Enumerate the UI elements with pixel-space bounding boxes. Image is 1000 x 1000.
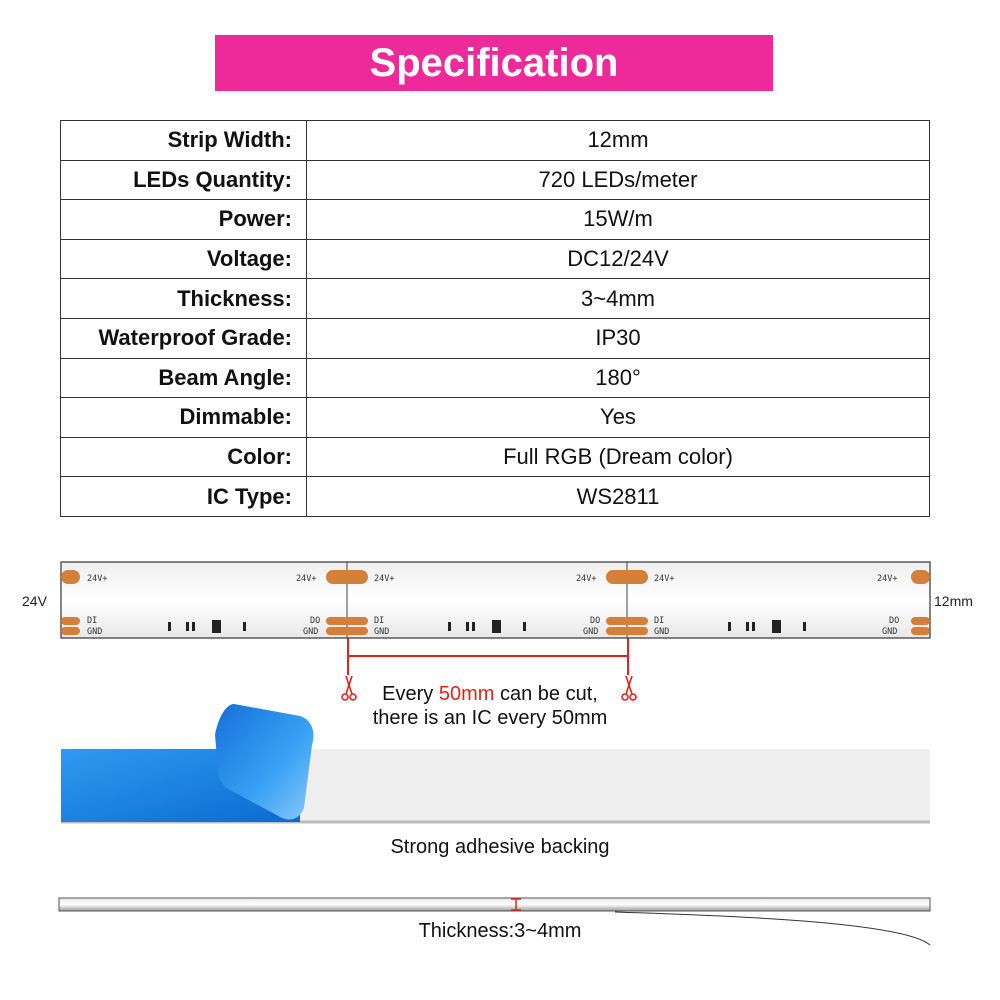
pad-label-power: 24V+ <box>576 574 597 584</box>
smd-component <box>168 622 171 631</box>
smd-component <box>466 622 469 631</box>
cut-note-highlight: 50mm <box>438 683 495 705</box>
spec-value: 720 LEDs/meter <box>307 160 930 200</box>
spec-label: Color: <box>61 437 307 477</box>
adhesive-caption: Strong adhesive backing <box>390 836 610 858</box>
spec-label: LEDs Quantity: <box>61 160 307 200</box>
pad-label-ground: GND <box>87 627 103 637</box>
pad-label-data-in: DI <box>374 616 385 626</box>
pad-label-ground: GND <box>374 627 390 637</box>
spec-label: Strip Width: <box>61 121 307 161</box>
smd-component <box>803 622 806 631</box>
pad-label-data-out: DO <box>310 616 321 626</box>
pad-label-power: 24V+ <box>654 574 675 584</box>
pad-label-ground: GND <box>583 627 599 637</box>
smd-component <box>492 620 501 633</box>
smd-component <box>728 622 731 631</box>
pad-label-power: 24V+ <box>296 574 317 584</box>
solder-pad <box>326 627 368 635</box>
spec-value: 15W/m <box>307 200 930 240</box>
strip-profile <box>59 898 930 911</box>
spec-value: 3~4mm <box>307 279 930 319</box>
spec-label: Thickness: <box>61 279 307 319</box>
pad-label-ground: GND <box>654 627 670 637</box>
smd-component <box>752 622 755 631</box>
smd-component <box>243 622 246 631</box>
cut-interval-marker <box>348 638 628 675</box>
spec-value: Yes <box>307 398 930 438</box>
pad-label-data-in: DI <box>654 616 665 626</box>
cut-note-suffix: can be cut, <box>494 683 598 705</box>
cut-note <box>340 682 640 730</box>
pad-label-data-out: DO <box>590 616 601 626</box>
solder-pad <box>606 627 648 635</box>
smd-component <box>772 620 781 633</box>
spec-label: IC Type: <box>61 477 307 517</box>
smd-component <box>448 622 451 631</box>
solder-pad <box>911 627 930 635</box>
spec-label: Voltage: <box>61 239 307 279</box>
spec-value: 12mm <box>307 121 930 161</box>
cut-note-line2: there is an IC every 50mm <box>372 707 608 729</box>
smd-component <box>472 622 475 631</box>
solder-pad <box>61 617 80 625</box>
solder-pad <box>326 570 368 584</box>
pad-label-ground: GND <box>882 627 898 637</box>
spec-value: DC12/24V <box>307 239 930 279</box>
pad-label-power: 24V+ <box>87 574 108 584</box>
smd-component <box>192 622 195 631</box>
spec-value: 180° <box>307 358 930 398</box>
solder-pad <box>911 570 930 584</box>
spec-value: IP30 <box>307 318 930 358</box>
solder-pad <box>911 617 930 625</box>
spec-value: WS2811 <box>307 477 930 517</box>
cut-note-prefix: Every <box>382 683 439 705</box>
spec-label: Waterproof Grade: <box>61 318 307 358</box>
pad-label-power: 24V+ <box>877 574 898 584</box>
solder-pad <box>61 570 80 584</box>
pad-label-ground: GND <box>303 627 319 637</box>
pad-label-data-out: DO <box>889 616 900 626</box>
pad-label-power: 24V+ <box>374 574 395 584</box>
solder-pad <box>326 617 368 625</box>
pad-label-data-in: DI <box>87 616 98 626</box>
callout-line <box>615 912 930 945</box>
smd-component <box>746 622 749 631</box>
strip-voltage-label: 24V <box>22 593 47 609</box>
thickness-caption: Thickness:3~4mm <box>418 920 582 942</box>
solder-pad <box>606 617 648 625</box>
smd-component <box>523 622 526 631</box>
strip-width-label: 12mm <box>934 593 973 609</box>
solder-pad <box>61 627 80 635</box>
smd-component <box>212 620 221 633</box>
smd-component <box>186 622 189 631</box>
solder-pad <box>606 570 648 584</box>
spec-value: Full RGB (Dream color) <box>307 437 930 477</box>
page-title: Specification <box>215 35 773 91</box>
spec-label: Dimmable: <box>61 398 307 438</box>
spec-label: Beam Angle: <box>61 358 307 398</box>
spec-label: Power: <box>61 200 307 240</box>
